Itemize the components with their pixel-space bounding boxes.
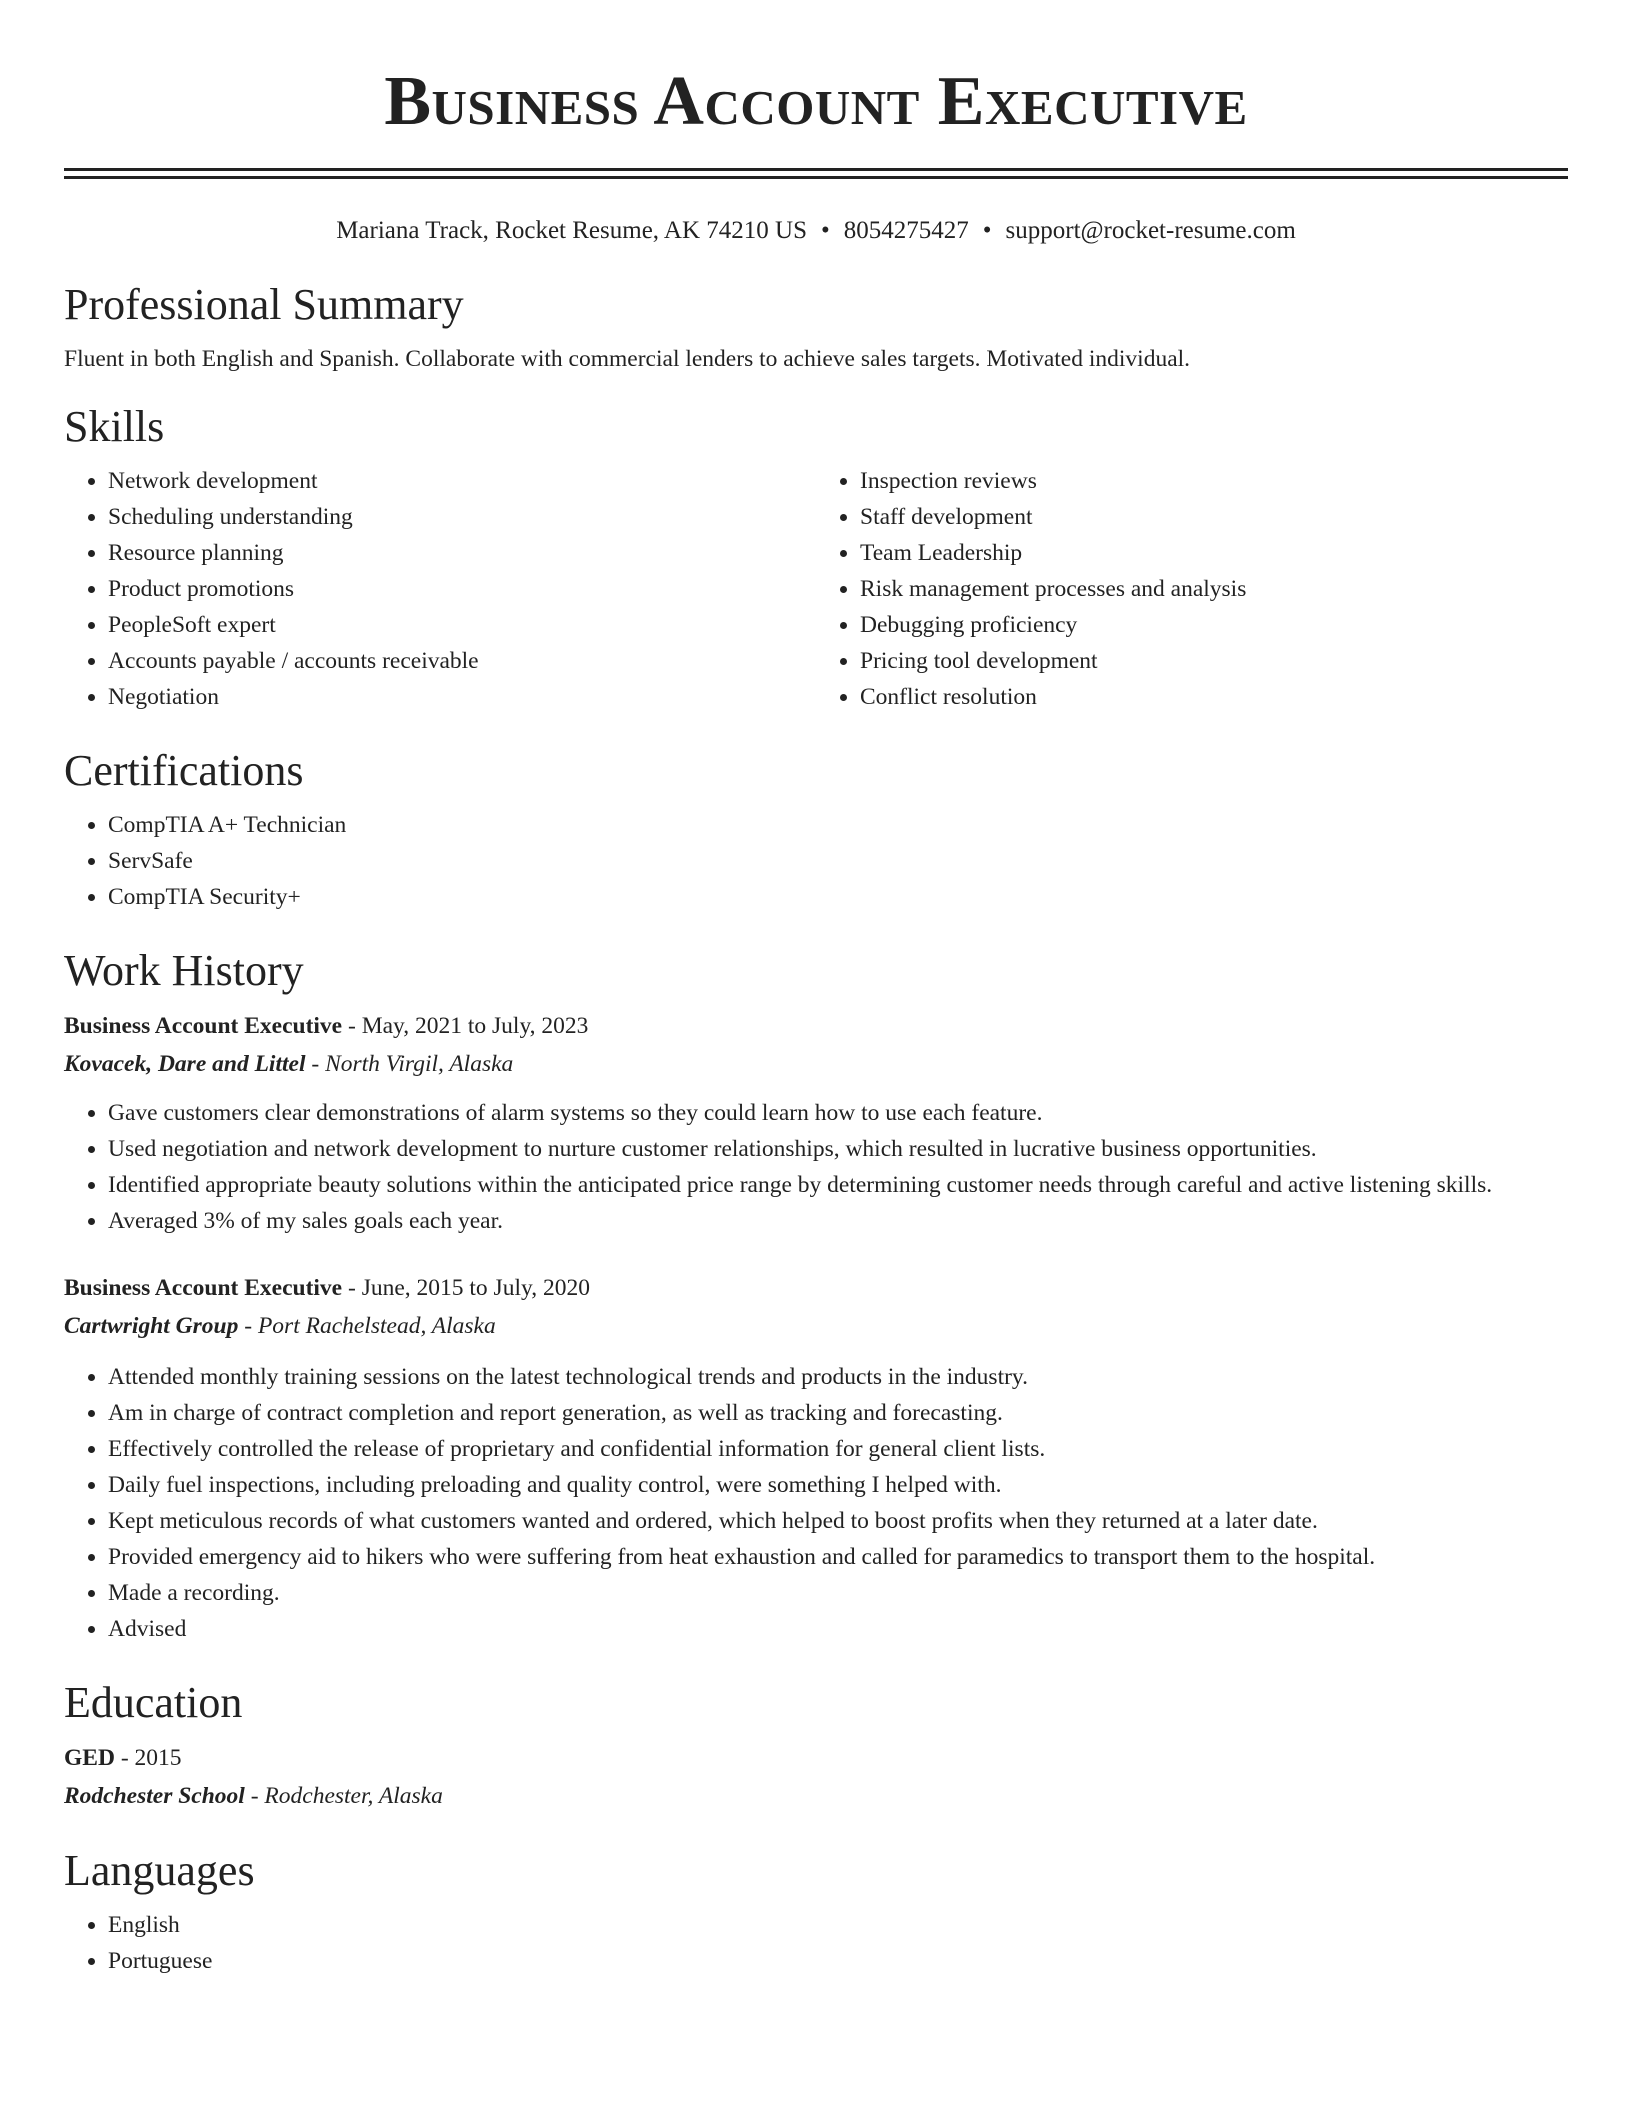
skill-item: • Inspection reviews — [860, 463, 1568, 499]
skill-item: • Resource planning — [108, 535, 816, 571]
skill-item: • PeopleSoft expert — [108, 607, 816, 643]
job-bullet-list — [64, 1359, 1568, 1647]
language-item: • English — [108, 1907, 1568, 1943]
job-bullet: • Identified appropriate beauty solutions within the anticipated price range by determining customer needs through careful and active listening skills. — [108, 1167, 1568, 1203]
job-location: North Virgil, Alaska — [325, 1051, 514, 1077]
summary-heading: Professional Summary — [64, 280, 464, 329]
job-entry — [64, 1269, 1568, 1647]
skill-item: • Negotiation — [108, 679, 816, 715]
education-entry — [64, 1739, 1568, 1815]
education-dash: - — [250, 1783, 259, 1809]
certification-item: • CompTIA A+ Technician — [108, 807, 1568, 843]
skill-item: • Risk management processes and analysis — [860, 571, 1568, 607]
job-title: Business Account Executive — [64, 1275, 343, 1301]
education-school: Rodchester School — [64, 1783, 245, 1809]
job-location: Port Rachelstead, Alaska — [257, 1313, 496, 1339]
title-divider-top — [64, 168, 1568, 171]
contact-address: Mariana Track, Rocket Resume, AK 74210 US — [336, 217, 807, 244]
education-location: Rodchester, Alaska — [264, 1783, 443, 1809]
job-dates: May, 2021 to July, 2023 — [361, 1013, 589, 1039]
job-entry — [64, 1007, 1568, 1239]
job-bullet: • Daily fuel inspections, including preloading and quality control, were something I helped with. — [108, 1467, 1568, 1503]
job-title: Business Account Executive — [64, 1013, 343, 1039]
certifications-heading: Certifications — [64, 746, 304, 795]
job-dash: - — [347, 1275, 356, 1301]
job-bullet: • Provided emergency aid to hikers who were suffering from heat exhaustion and called for paramedics to transport them to the hospital. — [108, 1539, 1568, 1575]
contact-email: support@rocket-resume.com — [1005, 217, 1296, 244]
job-bullet: • Used negotiation and network development to nurture customer relationships, which resulted in lucrative business opportunities. — [108, 1131, 1568, 1167]
job-company-line — [64, 1307, 1568, 1345]
contact-separator: • — [820, 217, 830, 244]
contact-phone: 8054275427 — [843, 217, 969, 244]
education-year: 2015 — [134, 1745, 182, 1771]
job-bullet: • Kept meticulous records of what customers wanted and ordered, which helped to boost profits when they returned at a later date. — [108, 1503, 1568, 1539]
job-bullet: • Made a recording. — [108, 1575, 1568, 1611]
work-history-heading: Work History — [64, 946, 304, 995]
job-title-line — [64, 1269, 1568, 1307]
skills-left-column — [64, 463, 816, 715]
languages-list — [64, 1907, 1568, 1979]
resume-page — [64, 0, 1568, 1979]
job-dash: - — [311, 1051, 320, 1077]
skill-item: • Pricing tool development — [860, 643, 1568, 679]
job-bullet: • Am in charge of contract completion and report generation, as well as tracking and forecasting. — [108, 1395, 1568, 1431]
certifications-list — [64, 807, 1568, 915]
skill-item: • Network development — [108, 463, 816, 499]
education-degree-line — [64, 1739, 1568, 1777]
job-dash: - — [244, 1313, 253, 1339]
skill-item: • Accounts payable / accounts receivable — [108, 643, 816, 679]
job-title-line — [64, 1007, 1568, 1045]
skill-item: • Product promotions — [108, 571, 816, 607]
job-bullet: • Attended monthly training sessions on the latest technological trends and products in the industry. — [108, 1359, 1568, 1395]
job-dash: - — [347, 1013, 356, 1039]
skill-item: • Staff development — [860, 499, 1568, 535]
education-dash: - — [120, 1745, 129, 1771]
skill-item: • Scheduling understanding — [108, 499, 816, 535]
languages-heading: Languages — [64, 1846, 255, 1895]
language-item: • Portuguese — [108, 1943, 1568, 1979]
education-degree: GED — [64, 1745, 115, 1771]
job-company: Kovacek, Dare and Littel — [64, 1051, 306, 1077]
certification-item: • ServSafe — [108, 843, 1568, 879]
education-school-line — [64, 1777, 1568, 1815]
resume-title: Business Account Executive — [384, 63, 1248, 140]
skill-item: • Conflict resolution — [860, 679, 1568, 715]
title-divider-bottom — [64, 176, 1568, 179]
job-bullet-list — [64, 1095, 1568, 1239]
job-company-line — [64, 1045, 1568, 1083]
job-bullet: • Averaged 3% of my sales goals each year. — [108, 1203, 1568, 1239]
job-company: Cartwright Group — [64, 1313, 239, 1339]
job-bullet: • Effectively controlled the release of proprietary and confidential information for general client lists. — [108, 1431, 1568, 1467]
contact-line — [64, 215, 1568, 247]
skill-item: • Debugging proficiency — [860, 607, 1568, 643]
summary-text: Fluent in both English and Spanish. Collaborate with commercial lenders to achieve sales targets. Motivated individual. — [64, 346, 1191, 372]
job-dates: June, 2015 to July, 2020 — [361, 1275, 590, 1301]
skills-list — [64, 463, 1568, 715]
contact-separator: • — [982, 217, 992, 244]
skill-item: • Team Leadership — [860, 535, 1568, 571]
education-heading: Education — [64, 1678, 243, 1727]
certification-item: • CompTIA Security+ — [108, 879, 1568, 915]
job-bullet: • Advised — [108, 1611, 1568, 1647]
skills-heading: Skills — [64, 402, 165, 451]
job-bullet: • Gave customers clear demonstrations of alarm systems so they could learn how to use each feature. — [108, 1095, 1568, 1131]
skills-right-column — [816, 463, 1568, 715]
